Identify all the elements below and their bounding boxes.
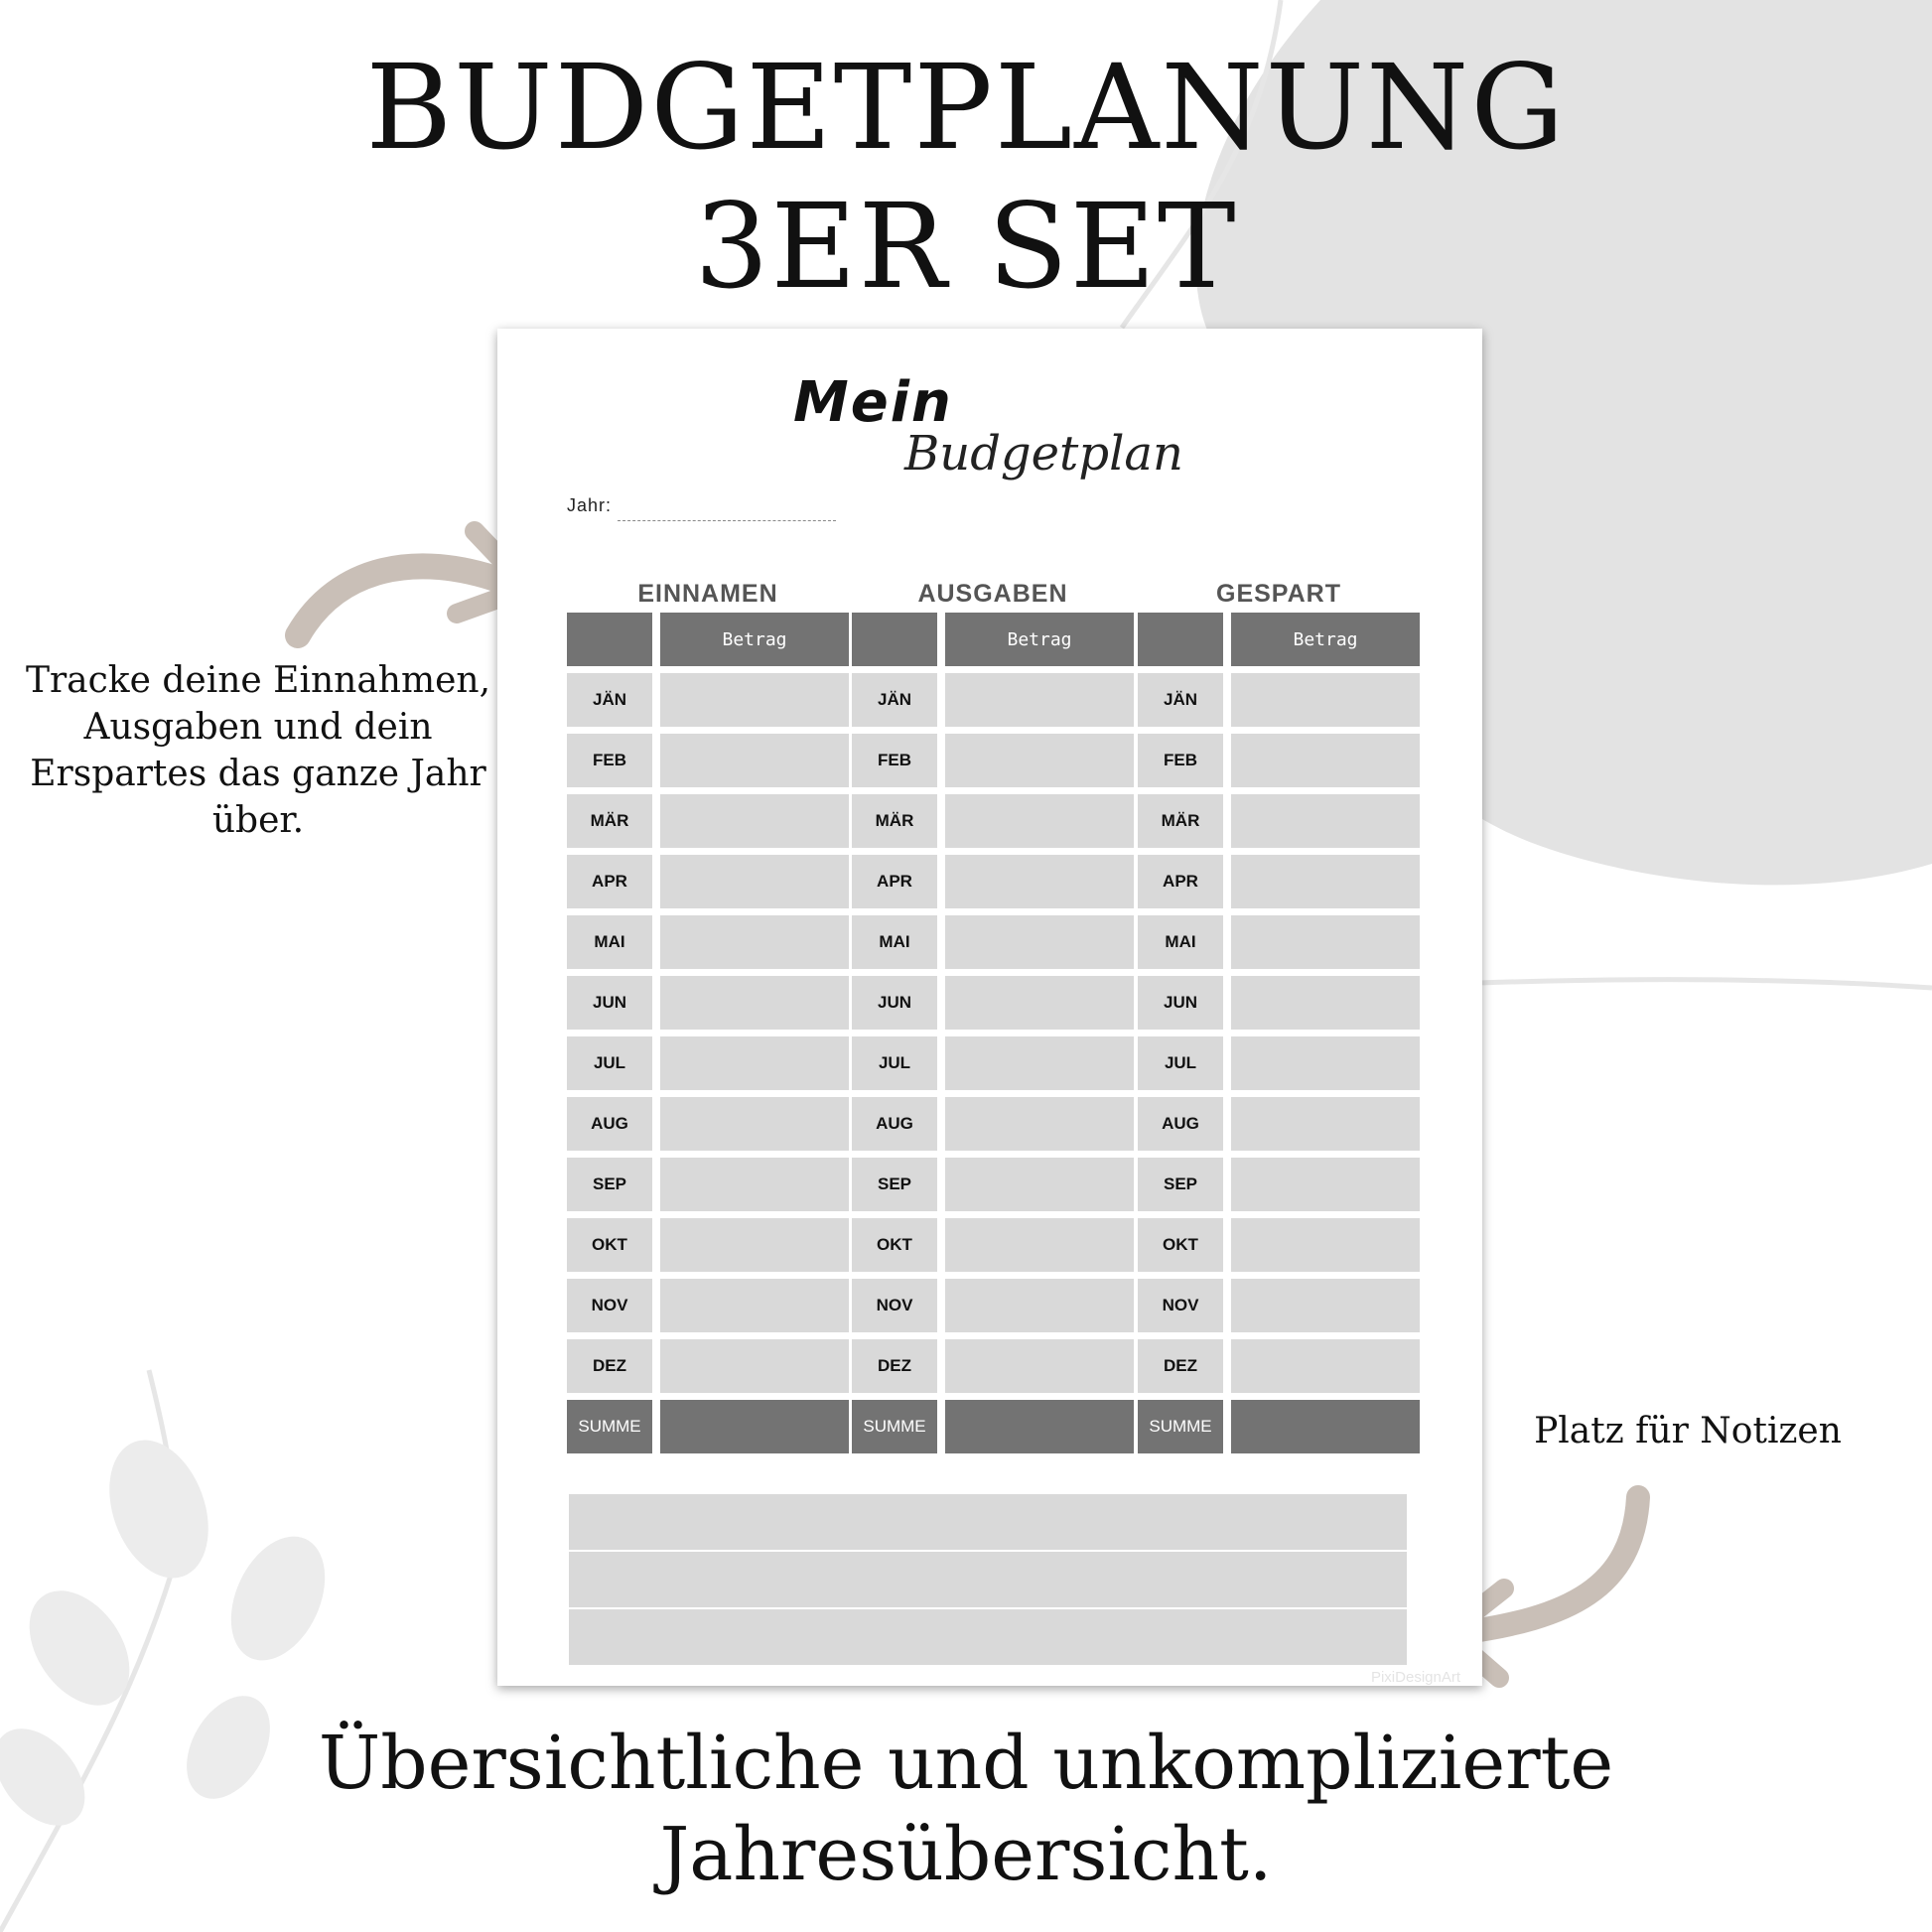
note-line[interactable] [569, 1609, 1407, 1665]
month-header-cell [567, 613, 652, 666]
month-cell: JUL [852, 1036, 937, 1090]
amount-input-cell[interactable] [660, 1158, 849, 1211]
headline-line-1: BUDGETPLANUNG [365, 39, 1567, 176]
column-title: EINNAMEN [637, 580, 778, 608]
month-cell: MAI [852, 915, 937, 969]
sheet-title: Mein [793, 370, 953, 435]
left-note-line: Tracke deine Einnahmen, [25, 660, 491, 701]
table-row [567, 1279, 849, 1332]
table-row [852, 1036, 1134, 1090]
month-cell: DEZ [852, 1339, 937, 1393]
amount-input-cell[interactable] [1231, 855, 1420, 908]
month-cell: APR [1138, 855, 1223, 908]
column-income [567, 575, 849, 1453]
month-cell: MÄR [852, 794, 937, 848]
amount-input-cell[interactable] [660, 673, 849, 727]
table-row [852, 915, 1134, 969]
month-cell: MAI [567, 915, 652, 969]
footer-line-2: Jahresübersicht. [659, 1812, 1273, 1897]
column-title: AUSGABEN [917, 580, 1068, 608]
table-row [1138, 673, 1420, 727]
amount-header-cell: Betrag [660, 613, 849, 666]
month-header-cell [1138, 613, 1223, 666]
table-row [1138, 855, 1420, 908]
amount-input-cell[interactable] [1231, 794, 1420, 848]
table-header-row [1138, 613, 1420, 666]
left-note-line: Ausgaben und dein [83, 707, 433, 748]
month-cell: JÄN [852, 673, 937, 727]
table-row [567, 734, 849, 787]
amount-input-cell[interactable] [1231, 976, 1420, 1030]
month-cell: APR [852, 855, 937, 908]
amount-input-cell[interactable] [945, 1339, 1134, 1393]
month-cell: FEB [567, 734, 652, 787]
month-cell: JUN [852, 976, 937, 1030]
month-cell: OKT [852, 1218, 937, 1272]
amount-input-cell[interactable] [945, 1097, 1134, 1151]
table-row [852, 1158, 1134, 1211]
month-cell: APR [567, 855, 652, 908]
table-row [852, 855, 1134, 908]
table-row [567, 915, 849, 969]
table-row [1138, 794, 1420, 848]
amount-input-cell[interactable] [1231, 1218, 1420, 1272]
month-cell: AUG [852, 1097, 937, 1151]
table-row [852, 794, 1134, 848]
month-cell: SEP [852, 1158, 937, 1211]
amount-input-cell[interactable] [945, 1036, 1134, 1090]
table-row [1138, 1158, 1420, 1211]
month-cell: DEZ [567, 1339, 652, 1393]
table-row [1138, 1339, 1420, 1393]
amount-input-cell[interactable] [660, 1097, 849, 1151]
amount-input-cell[interactable] [945, 673, 1134, 727]
table-header-row [852, 613, 1134, 666]
amount-input-cell[interactable] [945, 976, 1134, 1030]
sum-value-cell[interactable] [945, 1400, 1134, 1453]
amount-header-cell: Betrag [945, 613, 1134, 666]
sum-value-cell[interactable] [1231, 1400, 1420, 1453]
table-row [567, 673, 849, 727]
table-row [1138, 1218, 1420, 1272]
table-row [852, 734, 1134, 787]
headline-line-2: 3ER SET [694, 178, 1238, 315]
table-row [1138, 1279, 1420, 1332]
sum-label-cell: SUMME [567, 1400, 652, 1453]
table-row [567, 1218, 849, 1272]
sum-row [567, 1400, 849, 1453]
month-cell: MAI [1138, 915, 1223, 969]
amount-input-cell[interactable] [1231, 1339, 1420, 1393]
amount-input-cell[interactable] [660, 734, 849, 787]
right-note: Platz für Notizen [1534, 1411, 1842, 1451]
table-row [852, 673, 1134, 727]
month-cell: OKT [567, 1218, 652, 1272]
footer-line-1: Übersichtliche und unkomplizierte [318, 1721, 1614, 1806]
month-cell: NOV [1138, 1279, 1223, 1332]
table-row [852, 1279, 1134, 1332]
month-cell: FEB [852, 734, 937, 787]
amount-header-cell: Betrag [1231, 613, 1420, 666]
month-cell: DEZ [1138, 1339, 1223, 1393]
month-cell: JUN [1138, 976, 1223, 1030]
sum-label-cell: SUMME [852, 1400, 937, 1453]
month-cell: NOV [852, 1279, 937, 1332]
month-cell: FEB [1138, 734, 1223, 787]
amount-input-cell[interactable] [945, 734, 1134, 787]
month-cell: SEP [1138, 1158, 1223, 1211]
table-row [1138, 976, 1420, 1030]
year-label: Jahr: [567, 495, 613, 515]
table-row [852, 976, 1134, 1030]
month-cell: JUL [1138, 1036, 1223, 1090]
month-cell: JUL [567, 1036, 652, 1090]
table-row [1138, 915, 1420, 969]
amount-input-cell[interactable] [945, 1158, 1134, 1211]
amount-input-cell[interactable] [660, 1339, 849, 1393]
table-row [852, 1339, 1134, 1393]
month-cell: AUG [567, 1097, 652, 1151]
table-row [1138, 1097, 1420, 1151]
amount-input-cell[interactable] [660, 915, 849, 969]
amount-input-cell[interactable] [1231, 1279, 1420, 1332]
sum-value-cell[interactable] [660, 1400, 849, 1453]
amount-input-cell[interactable] [660, 1279, 849, 1332]
sheet-subtitle: Budgetplan [904, 426, 1183, 482]
table-row [567, 1036, 849, 1090]
month-header-cell [852, 613, 937, 666]
year-field[interactable] [618, 520, 836, 521]
amount-input-cell[interactable] [945, 794, 1134, 848]
sum-row [1138, 1400, 1420, 1453]
amount-input-cell[interactable] [1231, 915, 1420, 969]
sum-label-cell: SUMME [1138, 1400, 1223, 1453]
table-row [567, 794, 849, 848]
amount-input-cell[interactable] [660, 855, 849, 908]
note-line[interactable] [569, 1494, 1407, 1550]
table-row [567, 1339, 849, 1393]
left-note-line: über. [211, 800, 305, 841]
amount-input-cell[interactable] [660, 794, 849, 848]
amount-input-cell[interactable] [660, 1036, 849, 1090]
note-line[interactable] [569, 1552, 1407, 1607]
month-cell: MÄR [1138, 794, 1223, 848]
table-header-row [567, 613, 849, 666]
table-row [567, 976, 849, 1030]
month-cell: AUG [1138, 1097, 1223, 1151]
month-cell: MÄR [567, 794, 652, 848]
amount-input-cell[interactable] [1231, 734, 1420, 787]
left-note [20, 657, 496, 844]
column-savings [1138, 575, 1420, 1453]
month-cell: JÄN [567, 673, 652, 727]
table-row [852, 1097, 1134, 1151]
month-cell: JUN [567, 976, 652, 1030]
table-row [1138, 734, 1420, 787]
column-expenses [852, 575, 1134, 1453]
table-row [567, 1097, 849, 1151]
month-cell: OKT [1138, 1218, 1223, 1272]
month-cell: JÄN [1138, 673, 1223, 727]
amount-input-cell[interactable] [660, 1218, 849, 1272]
amount-input-cell[interactable] [660, 976, 849, 1030]
notes-area [569, 1494, 1407, 1667]
left-note-line: Erspartes das ganze Jahr [30, 754, 486, 794]
amount-input-cell[interactable] [1231, 1158, 1420, 1211]
table-row [567, 1158, 849, 1211]
month-cell: NOV [567, 1279, 652, 1332]
amount-input-cell[interactable] [945, 1218, 1134, 1272]
column-title: GESPART [1216, 580, 1341, 608]
amount-input-cell[interactable] [1231, 673, 1420, 727]
table-row [852, 1218, 1134, 1272]
sum-row [852, 1400, 1134, 1453]
table-row [567, 855, 849, 908]
amount-input-cell[interactable] [1231, 1036, 1420, 1090]
amount-input-cell[interactable] [945, 855, 1134, 908]
amount-input-cell[interactable] [945, 915, 1134, 969]
amount-input-cell[interactable] [1231, 1097, 1420, 1151]
amount-input-cell[interactable] [945, 1279, 1134, 1332]
budget-sheet [497, 329, 1482, 1686]
watermark: PixiDesignArt [1370, 1669, 1460, 1686]
month-cell: SEP [567, 1158, 652, 1211]
table-row [1138, 1036, 1420, 1090]
